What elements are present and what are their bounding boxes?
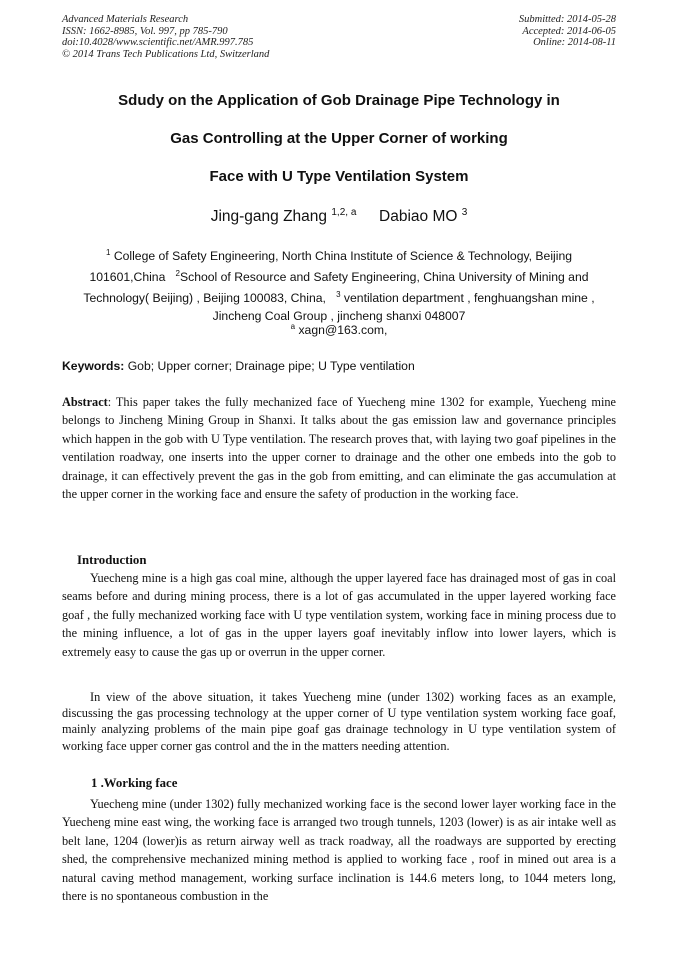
author-2-affil: 3 (461, 207, 468, 218)
issn: ISSN: 1662-8985, Vol. 997, pp 785-790 (62, 25, 228, 37)
doi: doi:10.4028/www.scientific.net/AMR.997.785 (62, 37, 254, 48)
journal-name: Advanced Materials Research (62, 14, 189, 25)
affil-2-text-a: School of Resource and Safety Engineering, China University of Mining and (180, 270, 589, 285)
dates-header (519, 14, 616, 49)
keywords-text: Gob; Upper corner; Drainage pipe; U Type ventilation (127, 359, 415, 373)
keywords-label: Keywords: (62, 359, 125, 373)
email-mark: a (290, 322, 296, 331)
affil-3-text-a: ventilation department , fenghuangshan mine , (343, 291, 595, 306)
online-date: Online: 2014-08-11 (533, 37, 616, 48)
title-line-1: Sdudy on the Application of Gob Drainage Pipe Technology in (118, 92, 560, 109)
keywords (62, 359, 415, 373)
affil-1-text-a: College of Safety Engineering, North China Institute of Science & Technology, Beijing (113, 249, 573, 264)
title-line-3: Face with U Type Ventilation System (209, 168, 469, 185)
email (62, 322, 616, 337)
introduction-paragraph-1: Yuecheng mine is a high gas coal mine, although the upper layered face has drainaged most of gas in coal seams before and during mining process, there is a lot of gas accumulated in the upper layered working face goaf , the fully mechanized working face with U type ventilation system, working face in mining process due to the mining influence, a lot of gas in the upper layers goaf inevitably inflow into lower layers, which is extremely easy to cause the gas up or overrun in the upper corner. (62, 571, 616, 659)
abstract (62, 393, 616, 503)
journal-header (62, 14, 269, 60)
author-1: Jing-gang Zhang (210, 208, 328, 226)
abstract-label: Abstract (62, 395, 108, 409)
affil-3-mark: 3 (336, 290, 341, 300)
abstract-text: : This paper takes the fully mechanized face of Yuecheng mine 1302 for example, Yuecheng mine belongs to Jincheng Mining Group in Shanxi. It talks about the gas emission law and governance principles which happen in the gob with U Type ventilation. The research proves that, with laying two goaf pipelines in the ventilation roadway, one inserts into the upper corner to drainage and the other one embeds into the gob to drainage, it can effectively prevent the gas in the gob from emitting, and can eliminate the gas accumulation at the upper corner in the working face and ensure the safety of production in the working face. (62, 395, 616, 502)
title-line-2: Gas Controlling at the Upper Corner of working (170, 130, 508, 147)
affil-3-text-b: Jincheng Coal Group , jincheng shanxi 048007 (212, 309, 466, 324)
authors (62, 207, 616, 226)
section-1-heading: 1 .Working face (91, 776, 178, 790)
copyright: © 2014 Trans Tech Publications Ltd, Switzerland (62, 48, 270, 60)
affil-1-mark: 1 (105, 248, 111, 257)
accepted-date: Accepted: 2014-06-05 (522, 25, 616, 37)
introduction-paragraph-2: In view of the above situation, it takes Yuecheng mine (under 1302) working faces as an example, discussing the gas processing technology at the upper corner of U type ventilation system working face goaf, mainly analyzing problems of the main pipe goaf gas drainage technology in U type ventilation system of working face upper corner gas control and the in the matters needing attention. (62, 690, 616, 753)
section-1-paragraph: Yuecheng mine (under 1302) fully mechanized working face is the second lower layer working face in the Yuecheng mine east wing, the working face is arranged two trough tunnels, 1203 (lower) is as air intake well as belt lane, 1204 (lower)is as return airway well as track roadway, all the roadways are supported by erecting shed, the comprehensive mechanized mining method is applied to working face , roof in mined out area is a natural caving method management, working surface inclination is 144.6 meters long, to 1044 meters long, there is no spontaneous combustion in the (62, 797, 616, 904)
author-2: Dabiao MO (379, 208, 458, 226)
author-1-affil: 1,2, a (331, 207, 357, 218)
affil-2-mark: 2 (175, 269, 180, 279)
submitted-date: Submitted: 2014-05-28 (518, 14, 616, 25)
affil-1-text-b: 101601,China (89, 270, 166, 285)
affil-2-text-b: Technology( Beijing) , Beijing 100083, China, (83, 291, 326, 306)
affiliations (62, 244, 616, 325)
introduction-heading: Introduction (77, 553, 147, 567)
email-address: xagn@163.com, (298, 323, 388, 338)
